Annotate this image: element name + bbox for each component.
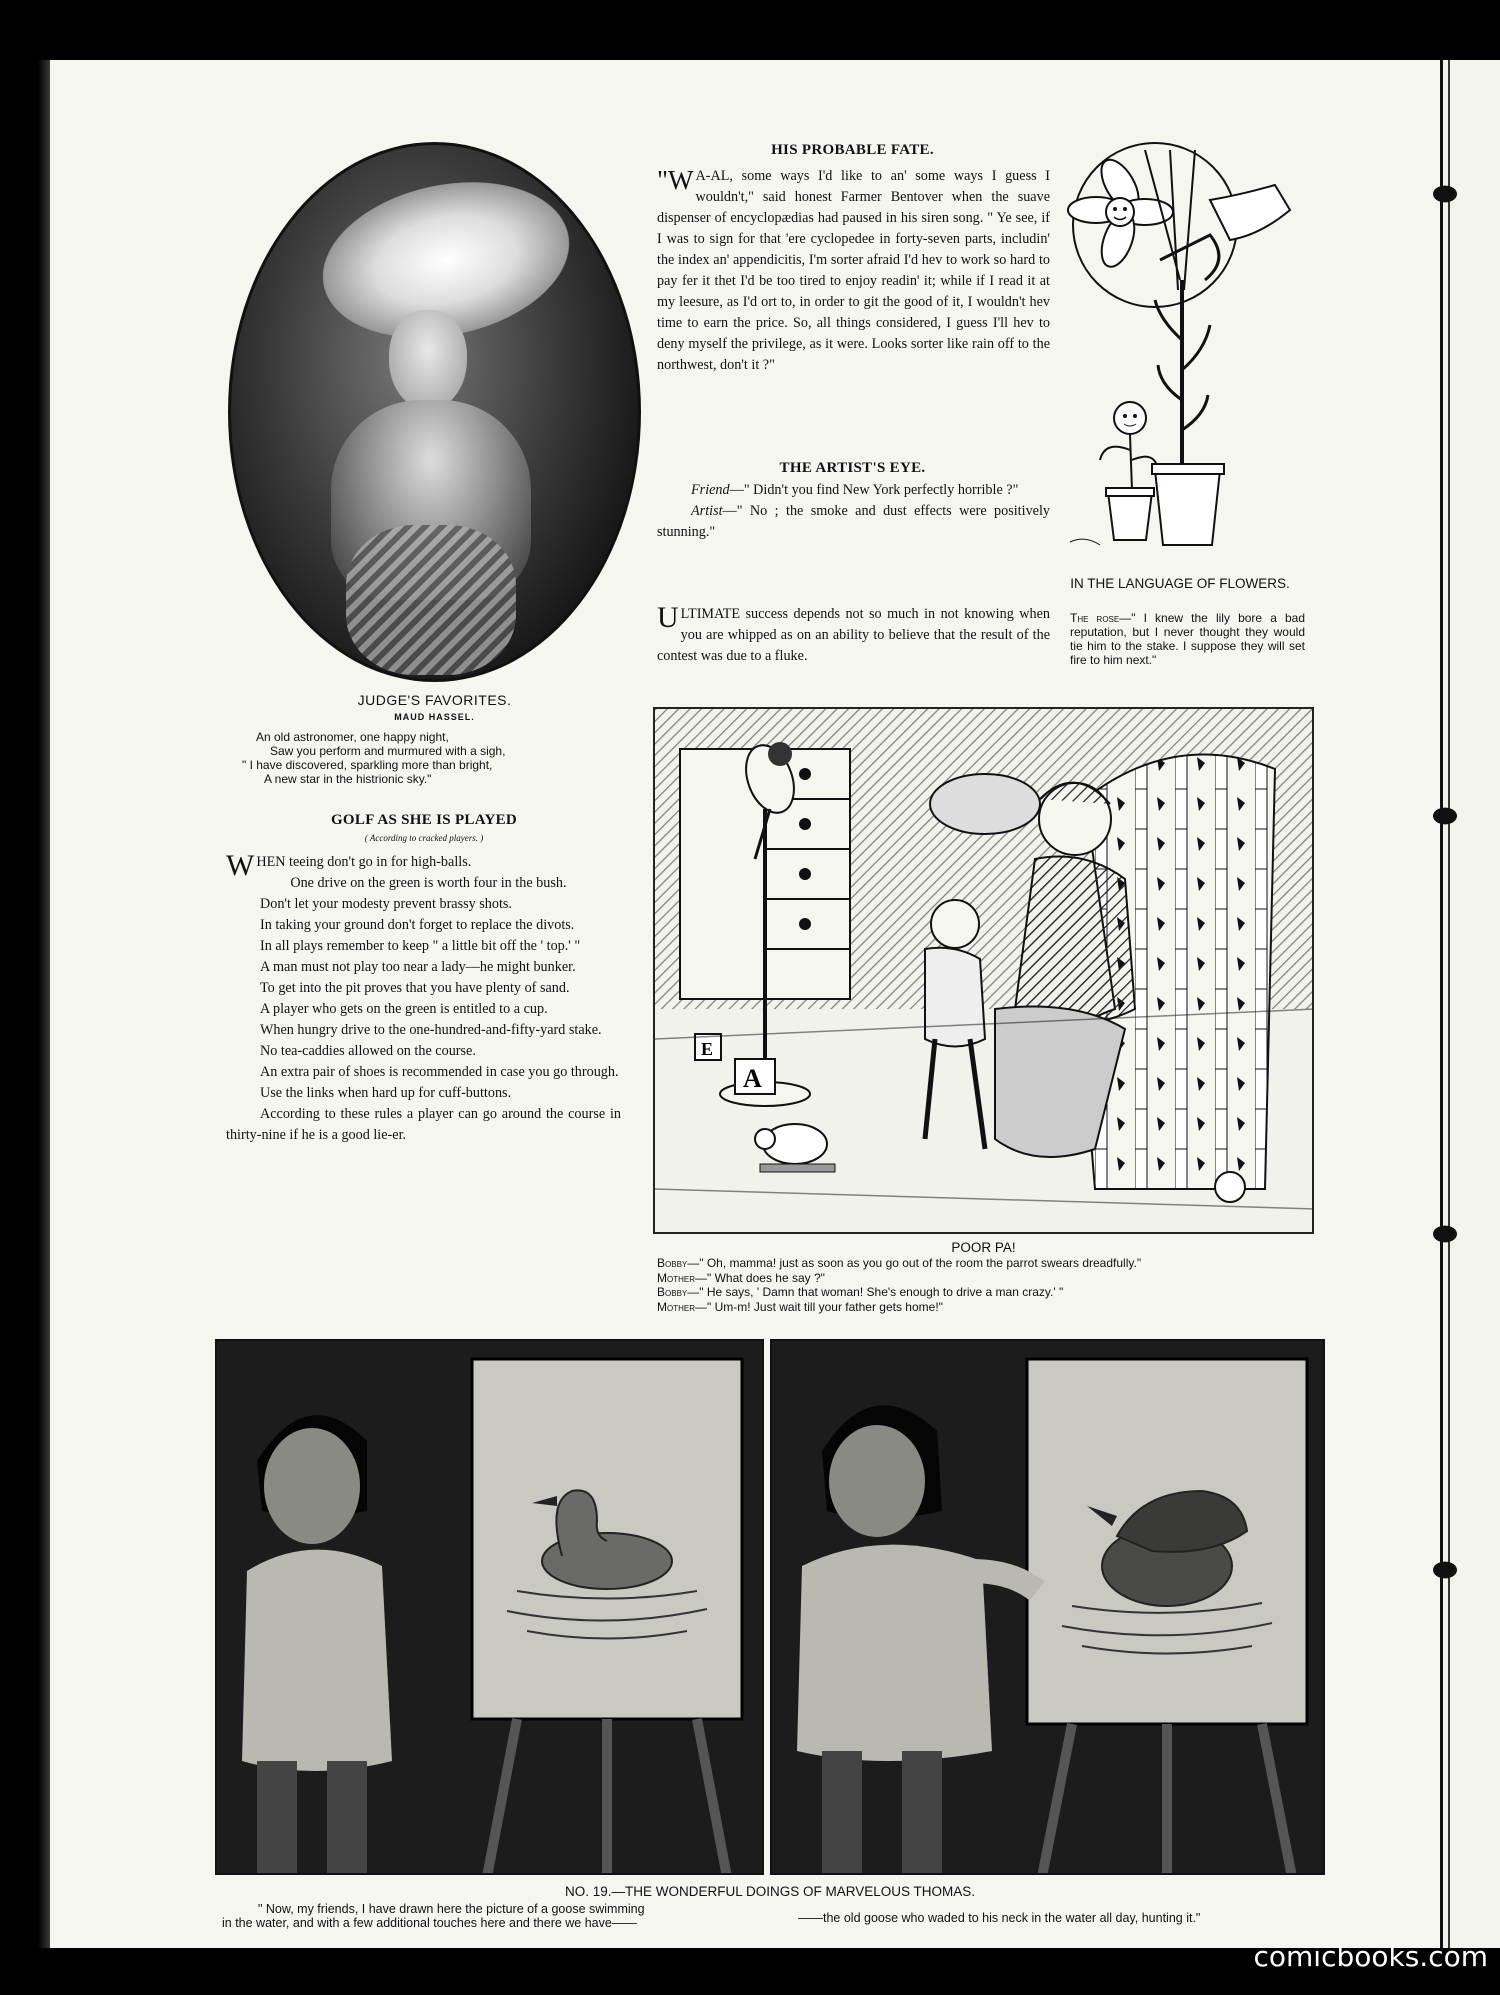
- poor-pa-cartoon: [653, 707, 1314, 1234]
- verse-line: Saw you perform and murmured with a sigh,: [270, 744, 506, 758]
- binding-hole-icon: [1433, 186, 1457, 203]
- binding-hole-icon: [1433, 1226, 1457, 1243]
- dialogue-line: Mother—" Um-m! Just wait till your father gets home!": [657, 1299, 943, 1314]
- binding-hole-icon: [1433, 808, 1457, 825]
- flowers-caption: [1070, 611, 1305, 667]
- thomas-photo-right: [770, 1339, 1325, 1875]
- svg-text:A: A: [743, 1064, 762, 1093]
- golf-title: GOLF AS SHE IS PLAYED: [330, 812, 518, 828]
- artist-label: Artist: [691, 503, 723, 519]
- friend-text: —" Didn't you find New York perfectly horrible ?": [729, 482, 1019, 498]
- poor-pa-title: POOR PA!: [951, 1240, 1016, 1255]
- portrait-subject: MAUD HASSEL.: [394, 712, 475, 722]
- golf-paragraph: A man must not play too near a lady—he might bunker.: [260, 959, 576, 975]
- artist-article: [657, 480, 1050, 543]
- dialogue-line: Bobby—" He says, ' Damn that woman! She's enough to drive a man crazy.' ": [657, 1285, 1064, 1299]
- poor-pa-dialogue: [657, 1256, 1317, 1314]
- facing-page-strip: [1450, 60, 1500, 1948]
- ultimate-text: LTIMATE success depends not so much in not knowing when you are whipped as on an ability to believe that the result of the contest was due to a fluke.: [657, 606, 1050, 664]
- golf-paragraph: Use the links when hard up for cuff-buttons.: [260, 1085, 512, 1101]
- golf-paragraph: One drive on the green is worth four in the bush.: [290, 875, 567, 891]
- thomas-photo-left: [215, 1339, 764, 1875]
- golf-dropcap: W: [226, 849, 255, 882]
- friend-label: Friend: [691, 482, 730, 498]
- fate-dropcap: "W: [657, 165, 694, 195]
- portrait-photo: [228, 142, 641, 682]
- fate-title: HIS PROBABLE FATE.: [771, 142, 934, 158]
- dialogue-line: Mother—" What does he say ?": [657, 1270, 825, 1285]
- ultimate-dropcap: U: [657, 601, 679, 634]
- flowers-title: IN THE LANGUAGE OF FLOWERS.: [1070, 576, 1290, 591]
- thomas-title: NO. 19.—THE WONDERFUL DOINGS OF MARVELOUS THOMAS.: [564, 1884, 976, 1899]
- verse-line: A new star in the histrionic sky.": [264, 772, 432, 786]
- poor-pa-illustration: [655, 709, 1314, 1234]
- fate-text: A-AL, some ways I'd like to an' some ways I guess I wouldn't," said honest Farmer Bentover when the suave dispenser of encyclopædias had paused in his siren song. " Ye see, if I was to sign for that 'ere cyclopedee in forty-seven parts, includin' the index an' appendicitis, I'm sorter afraid I'd hev to work so hard to pay fer it thet I'd be too tired to enjoy readin' it; while if I read it at my leesure, as I'd ort to, in order to git the good of it, I wouldn't hev time to earn the price. So, all things considered, I guess I'll hev to deny myself the privilege, as it were. Looks sorter like rain off to the northwest, don't it ?": [657, 168, 1050, 373]
- golf-paragraph: When hungry drive to the one-hundred-and-fifty-yard stake.: [260, 1022, 602, 1038]
- portrait-dress: [346, 525, 516, 675]
- ultimate-article: [657, 601, 1050, 667]
- svg-text:E: E: [701, 1039, 714, 1059]
- golf-paragraph: In all plays remember to keep " a little bit off the ' top.' ": [260, 938, 581, 954]
- golf-paragraph: To get into the pit proves that you have plenty of sand.: [260, 980, 570, 996]
- toy-lamb-icon: [755, 1124, 835, 1172]
- golf-paragraph: A player who gets on the green is entitled to a cup.: [260, 1001, 548, 1017]
- portrait-verse: [228, 730, 641, 786]
- thomas-caption-left: " Now, my friends, I have drawn here the picture of a goose swimming in the water, and with a few additional touches here and there we have——: [222, 1902, 645, 1930]
- ball-icon: [1215, 1172, 1245, 1202]
- rose-speaker: The rose: [1070, 611, 1120, 625]
- golf-first-line: HEN teeing don't go in for high-balls.: [256, 854, 472, 870]
- flower-cartoon: [1060, 140, 1300, 565]
- golf-paragraph: In taking your ground don't forget to replace the divots.: [260, 917, 575, 933]
- rose-face-icon: [1100, 402, 1158, 490]
- mirror: [930, 774, 1040, 834]
- fate-article: [657, 166, 1050, 376]
- judges-favorites-title: JUDGE'S FAVORITES.: [357, 692, 512, 708]
- golf-paragraph: Don't let your modesty prevent brassy shots.: [260, 896, 512, 912]
- golf-paragraph: An extra pair of shoes is recommended in case you go through.: [260, 1064, 619, 1080]
- site-watermark: comicbooks.com: [1253, 1940, 1488, 1973]
- binding-gutter: [1440, 60, 1450, 1948]
- golf-paragraph: According to these rules a player can go around the course in thirty-nine if he is a good lie-er.: [226, 1106, 621, 1143]
- portrait-face: [389, 310, 467, 410]
- artist-text: —" No ; the smoke and dust effects were positively stunning.": [657, 503, 1050, 540]
- binding-hole-icon: [1433, 1562, 1457, 1579]
- verse-line: An old astronomer, one happy night,: [256, 730, 449, 744]
- golf-subtitle: ( According to cracked players. ): [364, 833, 484, 843]
- rose-quote: —" I knew the lily bore a bad reputation, but I never thought they would tie him to the stake. I suppose they will set fire to him next.": [1070, 611, 1305, 667]
- thomas-caption-right: ——the old goose who waded to his neck in the water all day, hunting it.": [798, 1911, 1201, 1925]
- golf-paragraph: No tea-caddies allowed on the course.: [260, 1043, 476, 1059]
- golf-article: [226, 849, 621, 1146]
- dialogue-line: Bobby—" Oh, mamma! just as soon as you go out of the room the parrot swears dreadfully.": [657, 1256, 1142, 1270]
- verse-line: " I have discovered, sparkling more than bright,: [242, 758, 493, 772]
- artist-title: THE ARTIST'S EYE.: [779, 460, 926, 476]
